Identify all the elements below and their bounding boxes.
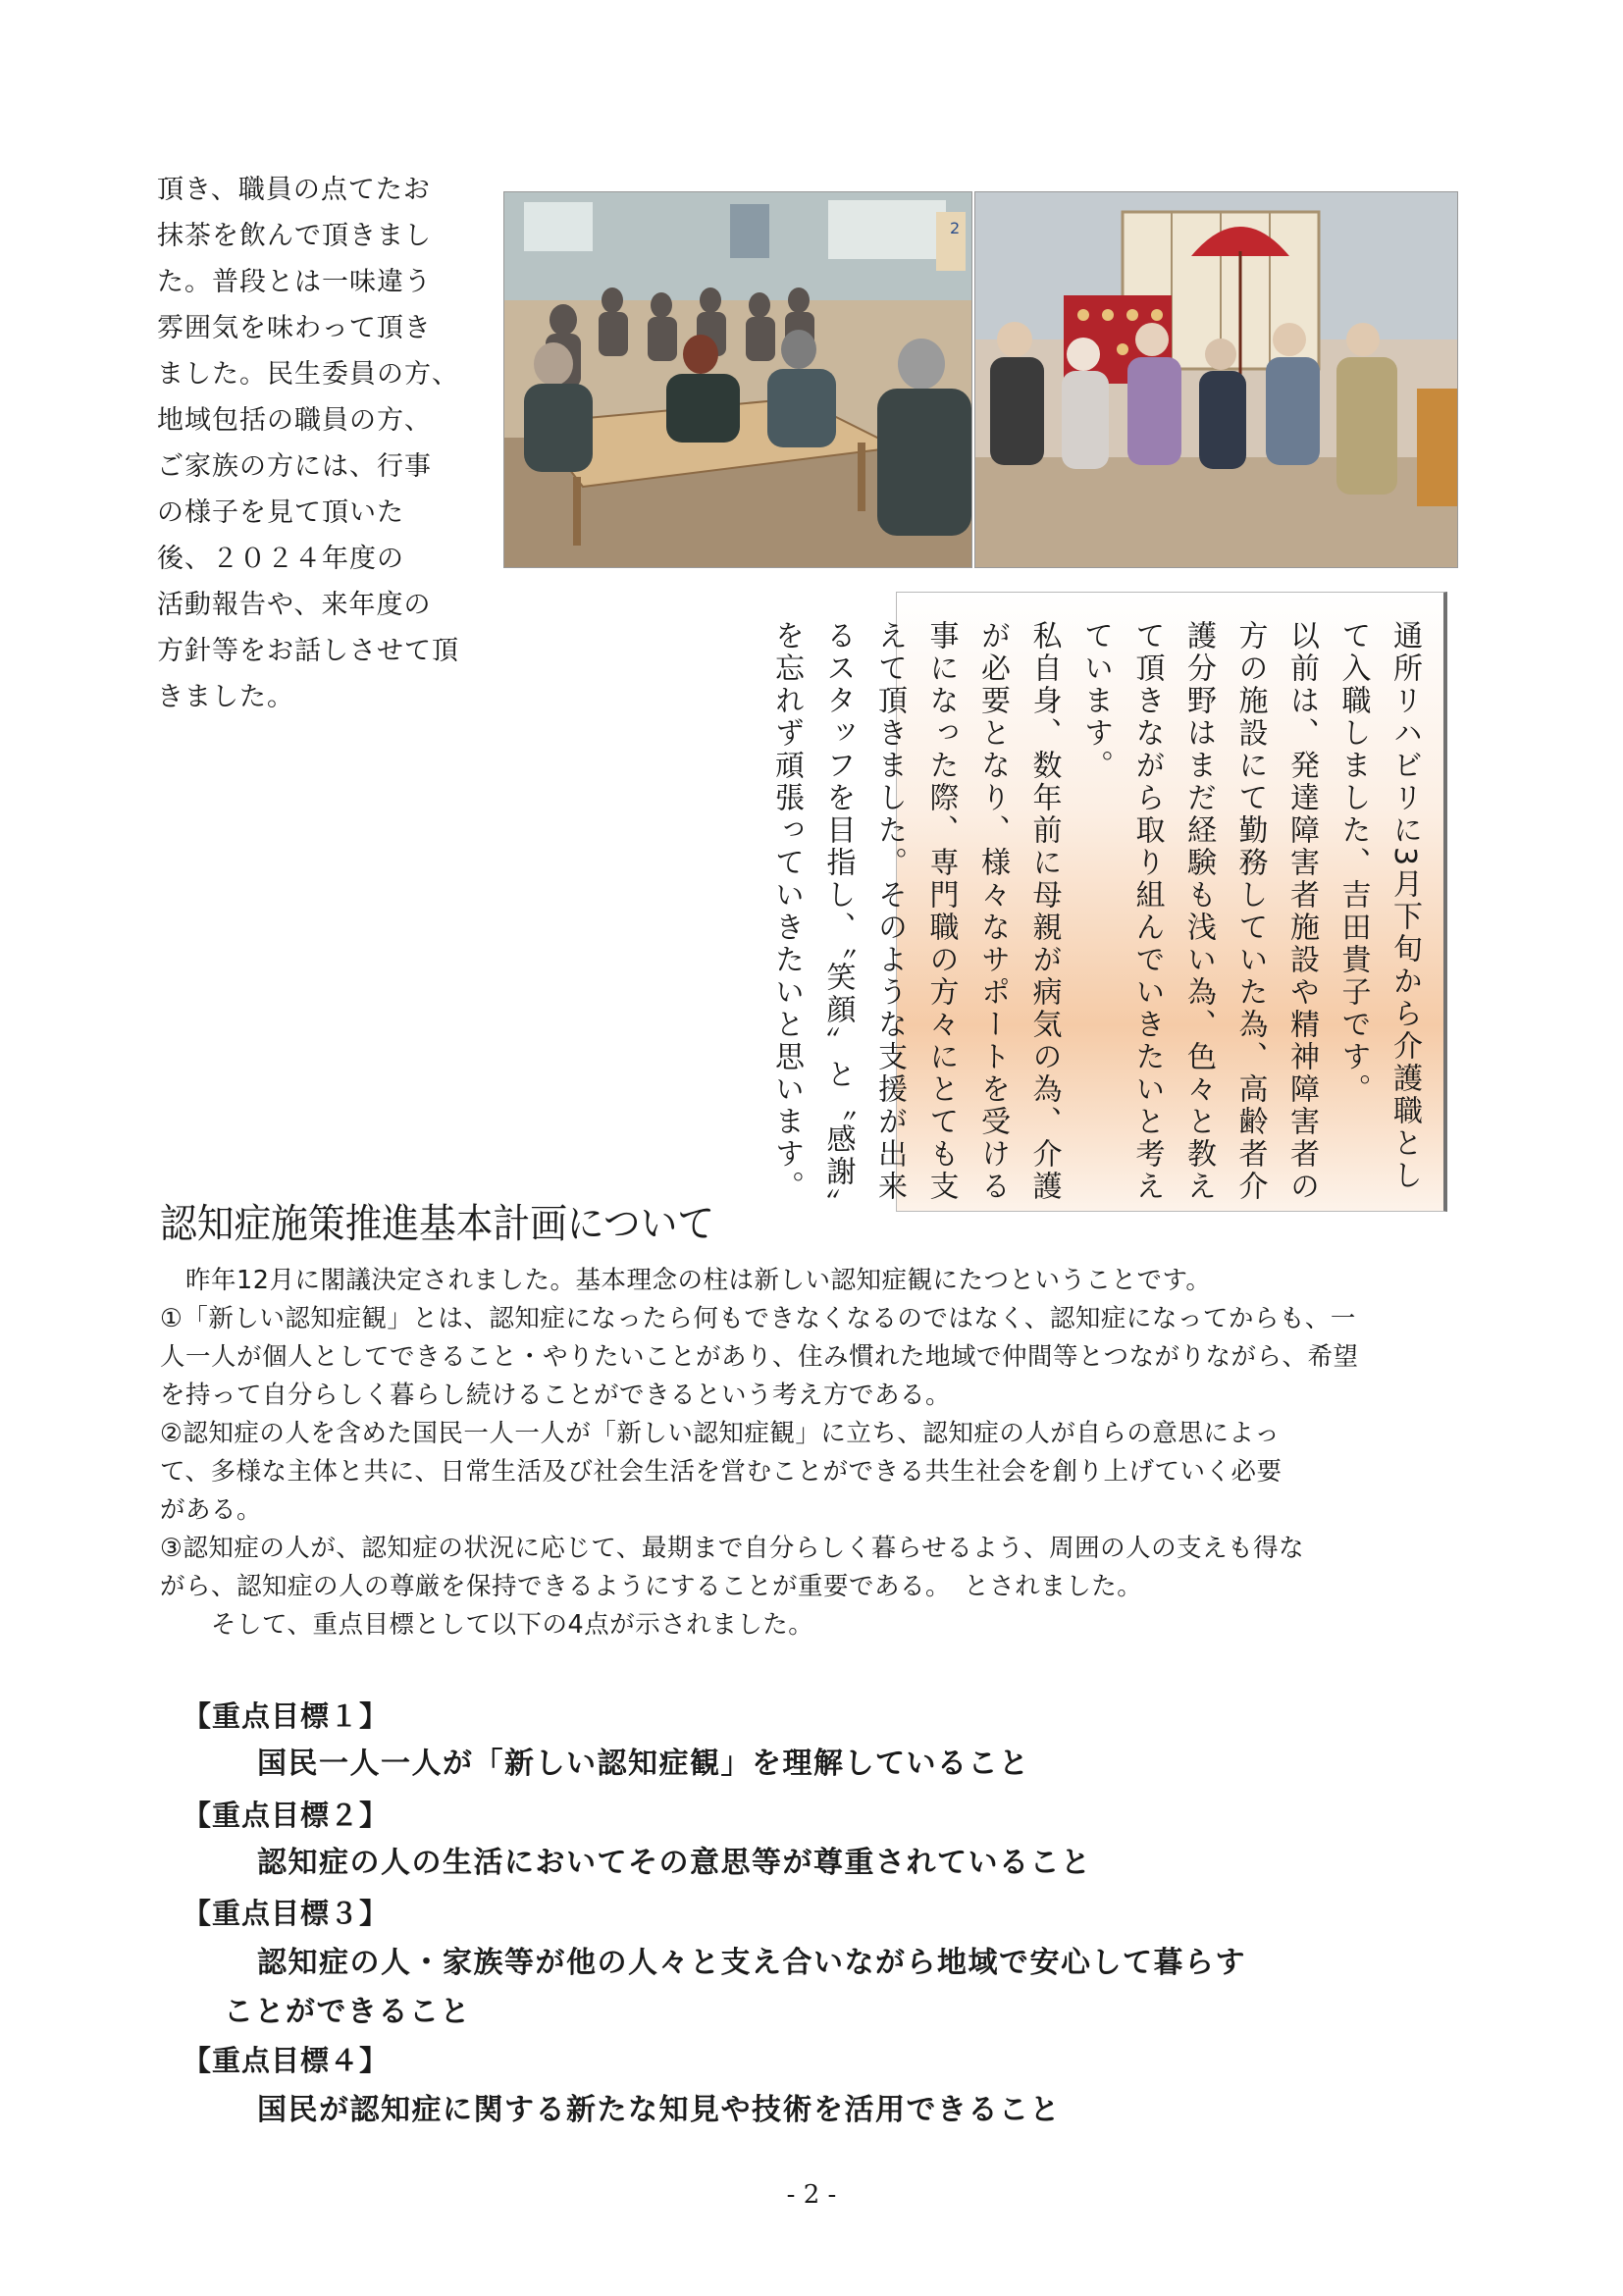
staff-introduction-text — [760, 620, 1431, 1221]
goal-4-text: 国民が認知症に関する新たな知見や技術を活用できること — [257, 2093, 1061, 2127]
staff-text-column: えて頂きました。そのような支援が出来 — [872, 620, 907, 1203]
staff-text-column: を忘れず頑張っていきたいと思います。 — [769, 620, 804, 1203]
staff-text-column: 通所リハビリに3月下旬から介護職とし — [1387, 620, 1422, 1193]
staff-text-column: 事になった際、専門職の方々にとても支 — [923, 620, 959, 1203]
goal-1-heading: 【重点目標１】 — [183, 1699, 390, 1733]
intro-line: 頂き、職員の点てたお — [157, 175, 431, 205]
staff-text-column: るスタッフを目指し、〝笑顔〟と〝感謝〟 — [820, 620, 856, 1221]
intro-line: 方針等をお話しさせて頂 — [157, 636, 459, 666]
body-paragraph-line: 人一人が個人としてできること・やりたいことがあり、住み慣れた地域で仲間等とつながりながら、希望 — [160, 1342, 1359, 1372]
body-paragraph-line: ②認知症の人を含めた国民一人一人が「新しい認知症観」に立ち、認知症の人が自らの意思によっ — [160, 1419, 1281, 1448]
photo-group-hina-dolls — [974, 191, 1458, 568]
intro-line: た。普段とは一味違う — [157, 267, 432, 297]
intro-line: 地域包括の職員の方、 — [157, 405, 432, 436]
goal-3-text-continued: ことができること — [224, 1995, 471, 2029]
body-paragraph-line: ①「新しい認知症観」とは、認知症になったら何もできなくなるのではなく、認知症になってからも、一 — [160, 1304, 1356, 1333]
body-paragraph-line: 昨年12月に閣議決定されました。基本理念の柱は新しい認知症観にたつということです。 — [160, 1266, 1212, 1295]
intro-line: の様子を見て頂いた — [157, 497, 404, 528]
body-paragraph-line: そして、重点目標として以下の4点が示されました。 — [160, 1610, 814, 1640]
body-paragraph-line: ③認知症の人が、認知症の状況に応じて、最期まで自分らしく暮らせるよう、周囲の人の支えも得な — [160, 1534, 1305, 1563]
staff-introduction-box — [769, 592, 1447, 1221]
staff-text-column: て頂きながら取り組んでいきたいと考え — [1129, 620, 1165, 1203]
staff-text-column: 以前は、発達障害者施設や精神障害者の — [1284, 620, 1319, 1203]
staff-text-column: て入職しました、吉田貴子です。 — [1335, 620, 1371, 1106]
intro-line: 活動報告や、来年度の — [157, 590, 432, 620]
intro-line: ました。民生委員の方、 — [157, 359, 459, 390]
body-paragraph-line: を持って自分らしく暮らし続けることができるという考え方である。 — [160, 1381, 952, 1410]
intro-line: 後、２０２４年度の — [157, 544, 404, 574]
staff-text-column: ています。 — [1078, 620, 1113, 782]
group-photo-illustration — [975, 192, 1457, 567]
photo-tea-gathering — [503, 191, 972, 568]
page-number: - 2 - — [786, 2180, 837, 2210]
body-paragraph-line: がある。 — [160, 1495, 263, 1525]
staff-text-column: 護分野はまだ経験も浅い為、色々と教え — [1181, 620, 1216, 1203]
staff-text-column: 方の施設にて勤務していた為、高齢者介 — [1232, 620, 1268, 1203]
wall-sign-text: 2 — [950, 219, 961, 237]
goal-3-heading: 【重点目標３】 — [183, 1897, 390, 1930]
goal-3-text: 認知症の人・家族等が他の人々と支え合いながら地域で安心して暮らす — [257, 1946, 1246, 1980]
goal-2-text: 認知症の人の生活においてその意思等が尊重されていること — [257, 1846, 1092, 1880]
intro-line: ご家族の方には、行事 — [157, 451, 432, 482]
intro-text — [157, 167, 481, 720]
goal-4-heading: 【重点目標４】 — [183, 2044, 390, 2077]
intro-line: きました。 — [157, 682, 294, 712]
body-paragraph-line: て、多様な主体と共に、日常生活及び社会生活を営むことができる共生社会を創り上げていく必要 — [160, 1457, 1283, 1487]
goal-1-text: 国民一人一人が「新しい認知症観」を理解していること — [257, 1747, 1030, 1781]
goal-2-heading: 【重点目標２】 — [183, 1799, 390, 1832]
intro-line: 雰囲気を味わって頂き — [157, 313, 432, 343]
staff-text-column: 私自身、数年前に母親が病気の為、介護 — [1026, 620, 1062, 1203]
section-title: 認知症施策推進基本計画について — [160, 1200, 715, 1247]
body-paragraph-line: がら、認知症の人の尊厳を保持できるようにすることが重要である。 とされました。 — [160, 1572, 1143, 1601]
intro-line: 抹茶を飲んで頂きまし — [157, 221, 432, 251]
staff-text-column: が必要となり、様々なサポートを受ける — [975, 620, 1010, 1203]
tea-gathering-illustration — [504, 192, 971, 567]
